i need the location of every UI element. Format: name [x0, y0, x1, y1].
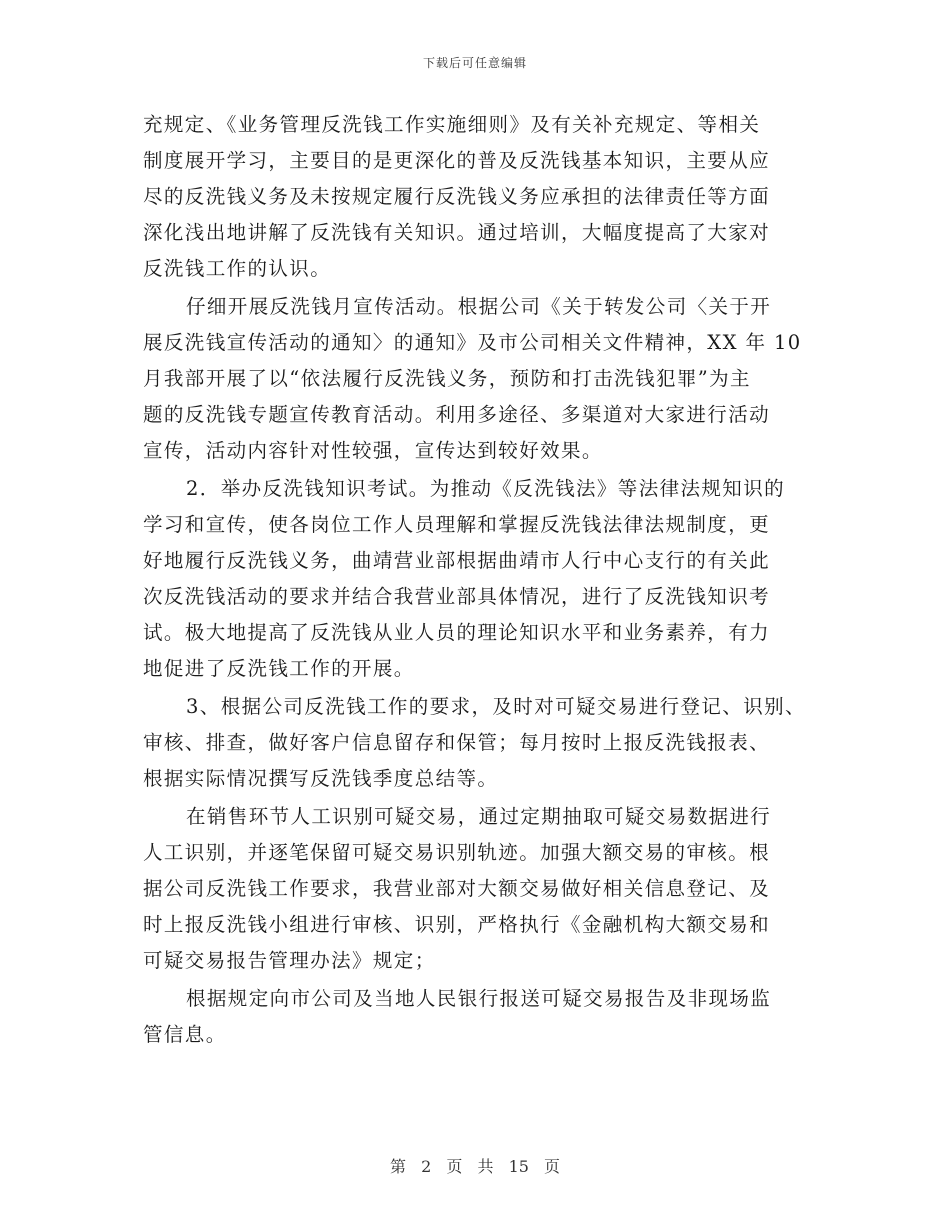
paragraph-line: 人工识别，并逐笔保留可疑交易识别轨迹。加强大额交易的审核。根: [143, 841, 771, 864]
paragraph-line: 可疑交易报告管理办法》规定；: [143, 949, 436, 972]
paragraph-line: 次反洗钱活动的要求并结合我营业部具体情况，进行了反洗钱知识考: [143, 585, 771, 608]
paragraph-line: 根据规定向市公司及当地人民银行报送可疑交易报告及非现场监: [186, 987, 772, 1010]
page-footer: [0, 1154, 950, 1177]
paragraph-line: 据公司反洗钱工作要求，我营业部对大额交易做好相关信息登记、及: [143, 877, 771, 900]
paragraph-line: 月我部开展了以“依法履行反洗钱义务，预防和打击洗钱犯罪”为主: [143, 367, 751, 390]
paragraph-line: 管信息。: [143, 1023, 227, 1046]
current-page-number: 2: [421, 1157, 432, 1176]
paragraph-line: 反洗钱工作的认识。: [143, 257, 332, 280]
paragraph-line: 仔细开展反洗钱月宣传活动。根据公司《关于转发公司〈关于开: [186, 295, 772, 318]
document-body: [143, 107, 811, 1053]
paragraph-line: 学习和宣传，使各岗位工作人员理解和掌握反洗钱法律法规制度，更: [143, 513, 771, 536]
page-header: 下载后可任意编辑: [422, 56, 527, 70]
paragraph-line: 好地履行反洗钱义务，曲靖营业部根据曲靖市人行中心支行的有关此: [143, 549, 771, 572]
paragraph-line: 在销售环节人工识别可疑交易，通过定期抽取可疑交易数据进行: [186, 805, 772, 828]
page-label-mid: 页: [446, 1157, 463, 1176]
paragraph-line: 时上报反洗钱小组进行审核、识别，严格执行《金融机构大额交易和: [143, 913, 771, 936]
paragraph-line: 充规定、《业务管理反洗钱工作实施细则》及有关补充规定、等相关: [143, 113, 761, 136]
paragraph-line: 制度展开学习，主要目的是更深化的普及反洗钱基本知识，主要从应: [143, 149, 771, 172]
paragraph-line: 根据实际情况撰写反洗钱季度总结等。: [143, 767, 499, 790]
paragraph-line: 2．举办反洗钱知识考试。为推动《反洗钱法》等法律法规知识的: [186, 477, 786, 500]
paragraph-line: 尽的反洗钱义务及未按规定履行反洗钱义务应承担的法律责任等方面: [143, 185, 771, 208]
paragraph-line: 地促进了反洗钱工作的开展。: [143, 657, 415, 680]
page-label-prefix: 第: [389, 1157, 406, 1176]
paragraph-line: 审核、排查，做好客户信息留存和保管；每月按时上报反洗钱报表、: [143, 731, 771, 754]
total-pages-number: 15: [508, 1157, 529, 1176]
total-label: 共: [477, 1157, 494, 1176]
paragraph-line: 3、根据公司反洗钱工作的要求，及时对可疑交易进行登记、识别、: [186, 695, 806, 718]
paragraph-line: 宣传，活动内容针对性较强，宣传达到较好效果。: [143, 439, 603, 462]
paragraph-line: 深化浅出地讲解了反洗钱有关知识。通过培训，大幅度提高了大家对: [143, 221, 771, 244]
page-label-suffix: 页: [544, 1157, 561, 1176]
paragraph-line: 题的反洗钱专题宣传教育活动。利用多途径、多渠道对大家进行活动: [143, 403, 771, 426]
paragraph-line: 展反洗钱宣传活动的通知〉的通知》及市公司相关文件精神，XX 年 10: [143, 331, 802, 354]
paragraph-line: 试。极大地提高了反洗钱从业人员的理论知识水平和业务素养，有力: [143, 621, 771, 644]
